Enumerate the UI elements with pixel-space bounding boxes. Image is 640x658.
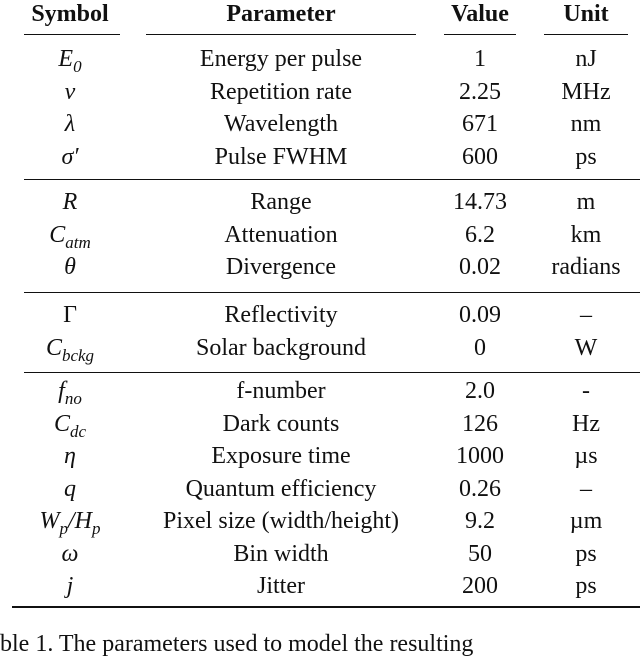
symbol-cell <box>0 78 140 106</box>
value-cell: 671 <box>462 111 498 137</box>
group-rule <box>24 179 640 180</box>
symbol-cell <box>0 410 140 446</box>
value-cell: 0.09 <box>459 302 501 328</box>
symbol-text: E <box>58 46 74 72</box>
symbol-text: q <box>64 475 76 502</box>
symbol-text: j <box>66 573 74 599</box>
bottom-rule <box>12 606 640 608</box>
unit-cell: ps <box>575 573 597 599</box>
value-cell: 14.73 <box>453 189 507 215</box>
unit-cell: Hz <box>572 410 600 437</box>
symbol-cell <box>0 188 140 216</box>
value-cell: 1000 <box>456 443 504 469</box>
unit-cell: µs <box>574 443 598 469</box>
parameter-cell: Dark counts <box>222 410 340 437</box>
group-rule <box>24 292 640 293</box>
symbol-text: W <box>39 508 60 534</box>
symbol-text: C <box>53 410 70 437</box>
symbol-cell <box>0 377 140 413</box>
symbol-cell <box>0 221 140 257</box>
parameter-cell: Bin width <box>233 540 329 567</box>
header-symbol: Symbol <box>31 1 109 27</box>
symbol-cell <box>0 301 140 329</box>
value-cell: 126 <box>462 410 498 437</box>
parameter-cell: Solar background <box>196 334 366 361</box>
symbol-cell <box>0 334 140 370</box>
symbol-subscript: dc <box>69 421 87 441</box>
parameter-cell: Exposure time <box>211 443 351 469</box>
parameter-cell: Reflectivity <box>224 302 338 328</box>
symbol-subscript: atm <box>65 232 91 252</box>
symbol-text: /H <box>68 508 92 534</box>
parameter-cell: Wavelength <box>223 111 339 137</box>
value-cell: 1 <box>474 46 486 72</box>
header-rule-value <box>444 34 516 35</box>
parameter-cell: f-number <box>236 378 326 404</box>
symbol-text: η <box>64 443 76 469</box>
symbol-text: ν <box>64 78 76 105</box>
symbol-cell <box>0 45 140 81</box>
symbol-subscript: p <box>92 519 101 538</box>
value-cell: 0 <box>474 334 486 361</box>
table-caption: ble 1. The parameters used to model the resulting <box>0 631 474 657</box>
unit-cell: W <box>574 334 598 361</box>
header-parameter: Parameter <box>226 1 336 27</box>
unit-cell: – <box>580 475 592 502</box>
symbol-text: Γ <box>63 302 77 328</box>
parameter-cell: Pulse FWHM <box>214 143 348 170</box>
parameter-cell: Attenuation <box>224 221 338 248</box>
symbol-subscript: p <box>59 519 68 538</box>
group-rule <box>24 372 640 373</box>
unit-cell: – <box>580 302 592 328</box>
parameter-cell: Pixel size (width/height) <box>163 508 399 534</box>
unit-cell: nJ <box>575 46 597 72</box>
unit-cell: radians <box>551 254 621 280</box>
parameter-cell: Divergence <box>225 254 337 280</box>
unit-cell: ps <box>575 540 597 567</box>
symbol-cell <box>0 110 140 138</box>
value-cell: 9.2 <box>465 508 495 534</box>
symbol-text: f <box>58 378 65 404</box>
value-cell: 0.02 <box>459 254 501 280</box>
header-rule-parameter <box>146 34 416 35</box>
unit-cell: - <box>582 378 590 404</box>
symbol-text: λ <box>64 111 76 137</box>
header-unit: Unit <box>563 1 609 27</box>
symbol-cell <box>0 572 140 600</box>
parameter-cell: Jitter <box>257 573 305 599</box>
parameter-cell: Quantum efficiency <box>185 475 377 502</box>
symbol-subscript: no <box>64 389 82 408</box>
value-cell: 2.0 <box>465 378 495 404</box>
symbol-text: θ <box>64 254 76 280</box>
unit-cell: ps <box>575 143 597 170</box>
symbol-cell <box>0 143 140 171</box>
symbol-subscript: bckg <box>61 345 95 365</box>
unit-cell: km <box>570 221 602 248</box>
unit-cell: µm <box>569 508 603 534</box>
value-cell: 600 <box>462 143 498 170</box>
unit-cell: m <box>576 189 596 215</box>
symbol-text: R <box>62 189 78 215</box>
value-cell: 2.25 <box>459 78 501 105</box>
value-cell: 50 <box>468 540 492 567</box>
symbol-subscript: 0 <box>73 57 82 76</box>
symbol-text: C <box>49 221 66 248</box>
symbol-text: σ′ <box>61 143 79 170</box>
symbol-cell <box>0 253 140 281</box>
symbol-text: ω <box>61 540 79 567</box>
parameter-cell: Repetition rate <box>210 78 352 105</box>
value-cell: 0.26 <box>459 475 501 502</box>
symbol-cell <box>0 475 140 503</box>
value-cell: 6.2 <box>465 221 495 248</box>
unit-cell: nm <box>570 111 602 137</box>
header-rule-symbol <box>24 34 120 35</box>
symbol-cell <box>0 540 140 568</box>
parameter-cell: Energy per pulse <box>199 46 363 72</box>
symbol-text: C <box>45 334 62 361</box>
symbol-cell <box>0 507 140 543</box>
unit-cell: MHz <box>561 78 611 105</box>
parameter-cell: Range <box>250 189 312 215</box>
header-rule-unit <box>544 34 628 35</box>
header-value: Value <box>451 1 509 27</box>
value-cell: 200 <box>462 573 498 599</box>
symbol-cell <box>0 442 140 470</box>
